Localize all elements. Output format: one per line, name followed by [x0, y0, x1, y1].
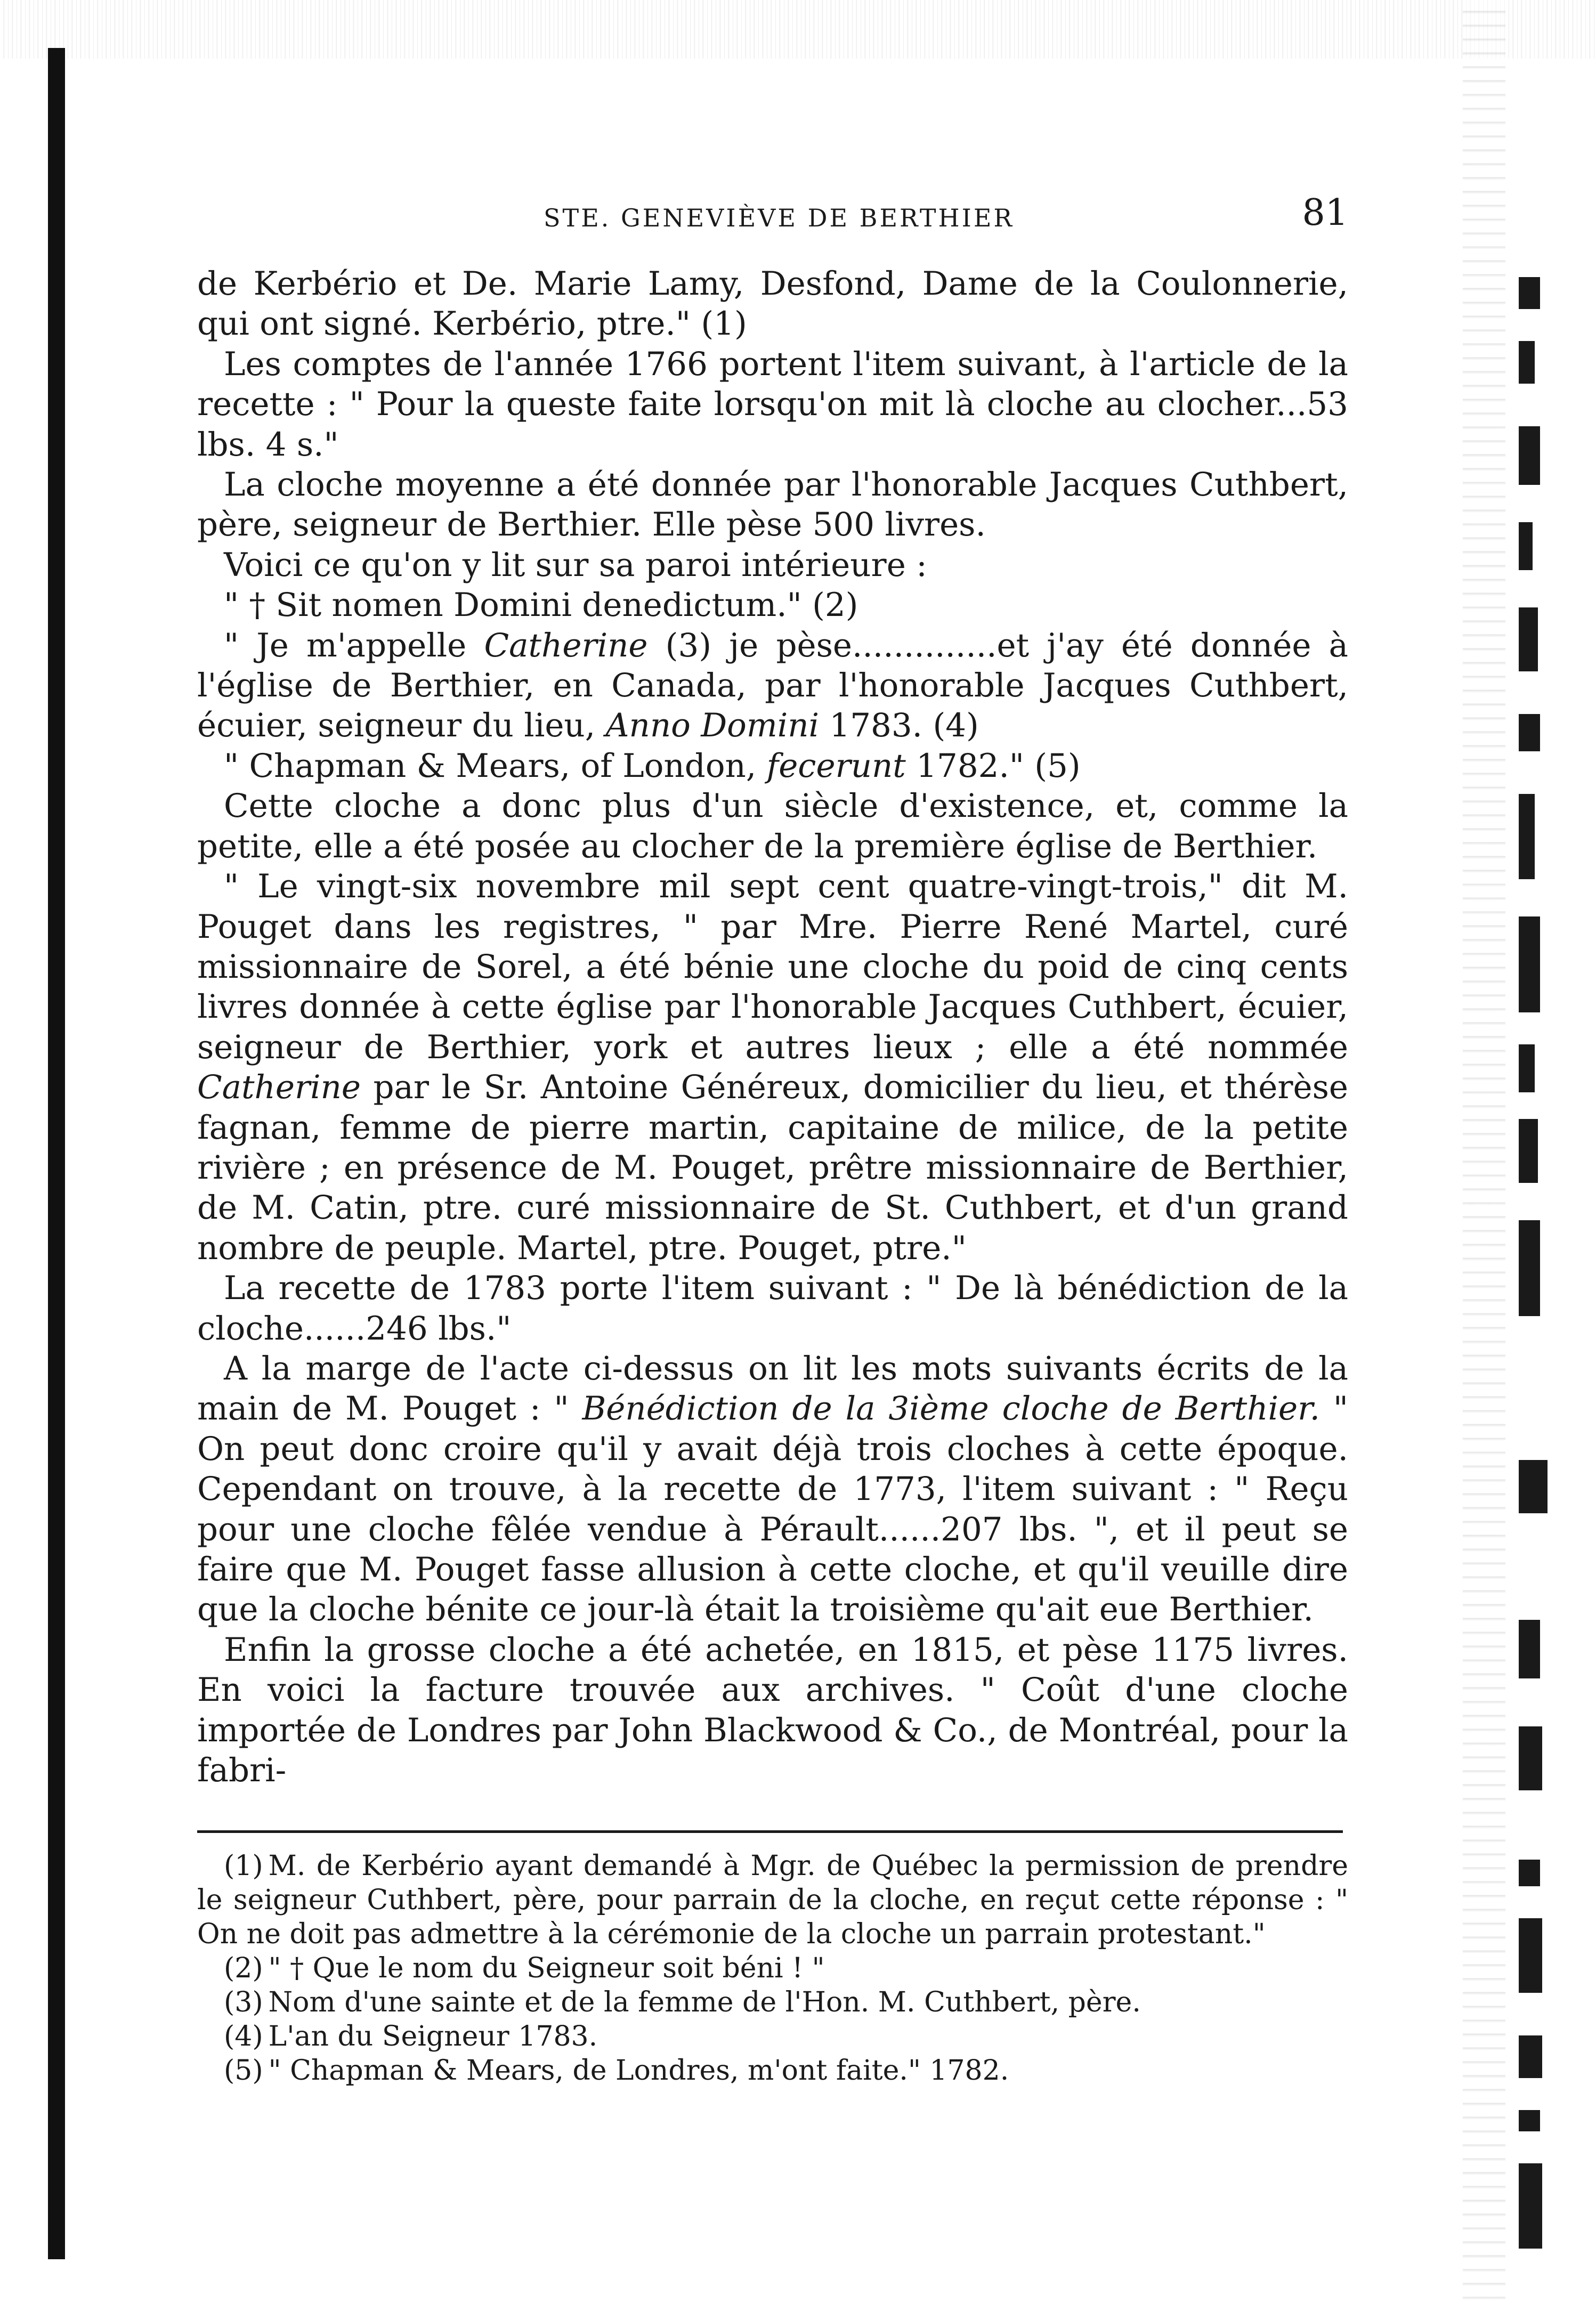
footnote-marker: (3) [224, 1986, 263, 2019]
page-number: 81 [1302, 192, 1348, 234]
text-run: A la marge de l'acte ci-dessus on lit les mots suivants écrits de la main de M. Pouget : " [197, 1349, 1348, 1428]
scan-noise-top [0, 0, 1596, 59]
paragraph [197, 1349, 1348, 1630]
footnote-marker: (4) [224, 2021, 263, 2053]
footnote-marker: (1) [224, 1850, 263, 1883]
page-header [197, 192, 1348, 242]
footnote-text: L'an du Seigneur 1783. [268, 2021, 598, 2053]
paragraph: Voici ce qu'on y lit sur sa paroi intérieure : [224, 546, 927, 584]
paragraph: Enfin la grosse cloche a été achetée, en 1815, et pèse 1175 livres. En voici la facture trouvée aux archives. " Coût d'une cloche importée de Londres par John Blackwood & Co., de Montréal, pour la fabri- [197, 1630, 1348, 1790]
italic-run: Catherine [197, 1068, 361, 1107]
text-run: " Le vingt-six novembre mil sept cent quatre-vingt-trois," dit M. Pouget dans les registres, " par Mre. Pierre René Martel, curé missionnaire de Sorel, a été bénie une cloche du poid de cinq cents livres donnée à cette église par l'honorable Jacques Cuthbert, écuier, seigneur de Berthier, york et autres lieux ; elle a été nommée [197, 867, 1348, 1066]
footnote-marker: (2) [224, 1952, 263, 1985]
footnote-text: " † Que le nom du Seigneur soit béni ! " [268, 1952, 825, 1985]
footnote [197, 2054, 1348, 2088]
paragraph: La recette de 1783 porte l'item suivant : " De là bénédiction de la cloche......246 lbs." [197, 1269, 1348, 1348]
page [197, 192, 1348, 2088]
scan-binding-shadow [48, 48, 65, 2259]
text-run: " On peut donc croire qu'il y avait déjà trois cloches à cette époque. Cependant on trouve, à la recette de 1773, l'item suivant : " Reçu pour une cloche fêlée vendue à Pérault......207 lbs. ", et il peut se faire que M. Pouget fasse allusion à cette cloche, et qu'il veuille dire que la cloche bénite ce jour-là était la troisième qu'ait eue Berthier. [197, 1390, 1348, 1629]
scan-noise-right [1463, 0, 1505, 2304]
paragraph: Les comptes de l'année 1766 portent l'item suivant, à l'article de la recette : " Pour la queste faite lorsqu'on mit là cloche au clocher...53 lbs. 4 s." [197, 345, 1348, 464]
running-head: STE. GENEVIÈVE DE BERTHIER [544, 204, 1015, 232]
paragraph: Cette cloche a donc plus d'un siècle d'existence, et, comme la petite, elle a été posée au clocher de la première église de Berthier. [197, 787, 1348, 865]
text-run: 1782." (5) [905, 747, 1081, 785]
paragraph [197, 746, 1348, 786]
text-run: (3) je pèse..............et j'ay été donnée à l'église de Berthier, en Canada, par l'honorable Jacques Cuthbert, écuier, seigneur du lieu, [197, 626, 1348, 745]
body-text [197, 264, 1348, 1790]
paragraph [197, 626, 1348, 746]
paragraph: de Kerbério et De. Marie Lamy, Desfond, Dame de la Coulonnerie, qui ont signé. Kerbério, ptre." (1) [197, 265, 1348, 343]
footnotes [197, 1849, 1348, 2088]
footnote-text: Nom d'une sainte et de la femme de l'Hon. M. Cuthbert, père. [268, 1986, 1141, 2019]
footnote-divider [197, 1830, 1343, 1833]
italic-run: Bénédiction de la 3ième cloche de Berthier. [582, 1390, 1320, 1428]
footnote [197, 1849, 1348, 1951]
scan-margin-marks [1519, 181, 1569, 2259]
footnote-text: " Chapman & Mears, de Londres, m'ont faite." 1782. [268, 2055, 1009, 2087]
paragraph [197, 866, 1348, 1268]
italic-run: fecerunt [766, 747, 906, 785]
italic-run: Catherine [484, 626, 648, 664]
footnote [197, 1951, 1348, 1985]
footnote [197, 2019, 1348, 2054]
text-run: " Chapman & Mears, of London, [224, 747, 767, 785]
text-run: 1783. (4) [819, 707, 979, 745]
footnote [197, 1985, 1348, 2019]
footnote-marker: (5) [224, 2055, 263, 2087]
footnote-text: M. de Kerbério ayant demandé à Mgr. de Québec la permission de prendre le seigneur Cuthbert, père, pour parrain de la cloche, en reçut cette réponse : " On ne doit pas admettre à la cérémonie de la cloche un parrain protestant." [197, 1850, 1348, 1951]
text-run: par le Sr. Antoine Généreux, domicilier du lieu, et thérèse fagnan, femme de pierre martin, capitaine de milice, de la petite rivière ; en présence de M. Pouget, prêtre missionnaire de Berthier, de M. Catin, ptre. curé missionnaire de St. Cuthbert, et d'un grand nombre de peuple. Martel, ptre. Pouget, ptre." [197, 1068, 1348, 1267]
italic-run: Anno Domini [605, 707, 820, 745]
text-run: " Je m'appelle [224, 626, 484, 664]
paragraph: La cloche moyenne a été donnée par l'honorable Jacques Cuthbert, père, seigneur de Berthier. Elle pèse 500 livres. [197, 466, 1348, 544]
paragraph: " † Sit nomen Domini denedictum." (2) [224, 586, 858, 624]
